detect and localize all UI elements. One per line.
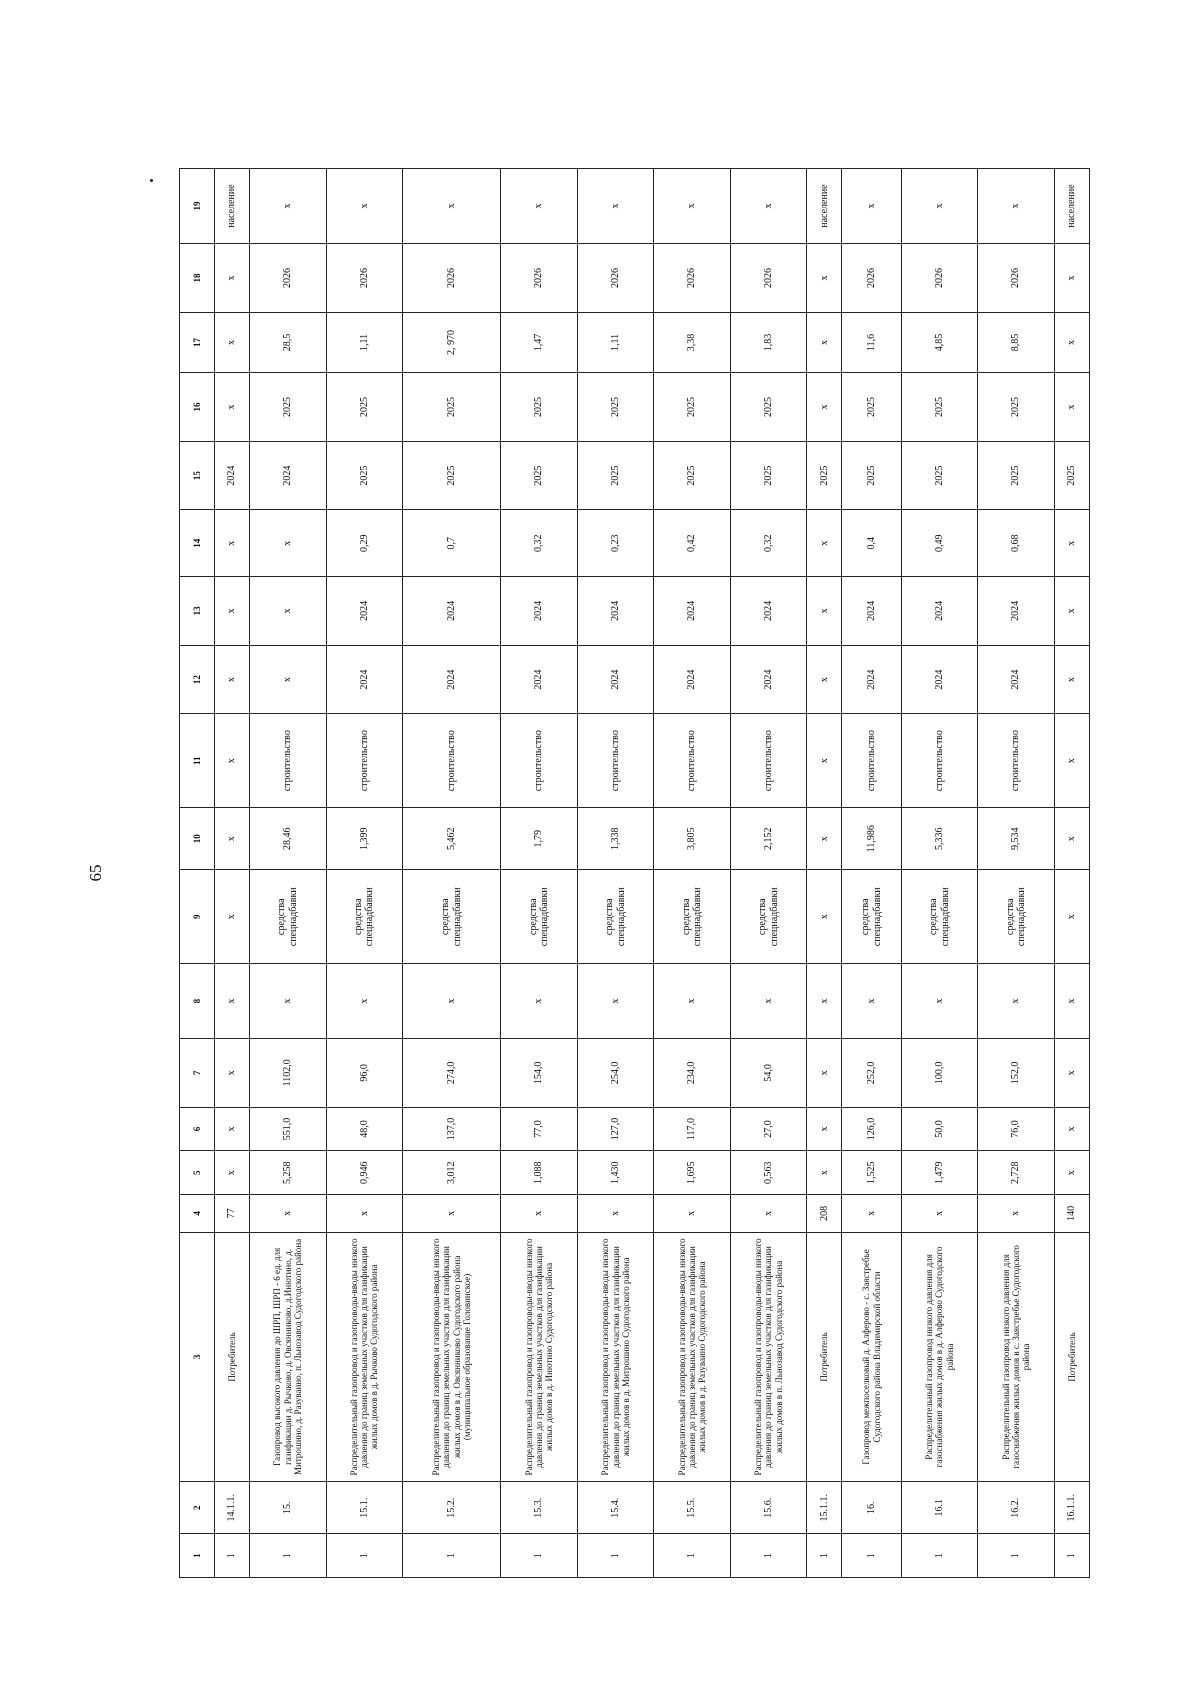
table-cell: 15.1.1. — [807, 1482, 842, 1534]
column-header: 16 — [180, 373, 215, 442]
table-cell: 3,805 — [654, 808, 730, 870]
table-cell: x — [215, 1107, 250, 1151]
table-cell: 0,29 — [326, 510, 402, 577]
column-header: 5 — [180, 1151, 215, 1195]
table-cell: 27,0 — [730, 1107, 806, 1151]
table-row — [807, 169, 842, 1578]
table-cell: x — [215, 373, 250, 442]
table-cell: 1 — [842, 1534, 901, 1578]
table-cell: 1 — [326, 1534, 402, 1578]
table-cell: 16.2. — [978, 1482, 1054, 1534]
table-cell: 2025 — [730, 441, 806, 510]
table-cell: x — [807, 1039, 842, 1108]
table-cell: строительство — [978, 714, 1054, 808]
table-cell: x — [215, 645, 250, 714]
table-cell: x — [1054, 870, 1089, 964]
column-header: 2 — [180, 1482, 215, 1534]
gasification-table — [179, 168, 1090, 1578]
page-number: 65 — [86, 864, 105, 882]
column-header: 4 — [180, 1195, 215, 1232]
column-header: 8 — [180, 964, 215, 1039]
table-cell: x — [1054, 1039, 1089, 1108]
column-header: 14 — [180, 510, 215, 577]
table-cell: 2025 — [654, 441, 730, 510]
table-cell: x — [215, 510, 250, 577]
table-cell: 1,11 — [326, 312, 402, 372]
table-cell: x — [403, 964, 501, 1039]
table-cell: 152,0 — [978, 1039, 1054, 1108]
table-cell: x — [215, 964, 250, 1039]
table-cell: 5,462 — [403, 808, 501, 870]
table-cell: 1,338 — [577, 808, 653, 870]
table-cell-description: Распределительный газопровод и газопроводы-вводы низкого давления до границ земельных участков для газификации жилых домов в д. Инютино Судогодского района — [501, 1232, 577, 1482]
table-cell: 137,0 — [403, 1107, 501, 1151]
table-cell: 2025 — [730, 373, 806, 442]
table-cell: средства спецнадбавки — [842, 870, 901, 964]
table-cell: x — [901, 169, 977, 244]
table-container — [179, 168, 1090, 1578]
table-cell: x — [1054, 244, 1089, 313]
table-cell: строительство — [250, 714, 326, 808]
table-cell: x — [730, 964, 806, 1039]
table-cell: 2025 — [501, 441, 577, 510]
table-cell: 2024 — [326, 645, 402, 714]
table-cell: x — [577, 1195, 653, 1232]
table-cell: средства спецнадбавки — [326, 870, 402, 964]
table-cell: 0,4 — [842, 510, 901, 577]
table-cell: x — [807, 312, 842, 372]
table-cell: 14.1.1. — [215, 1482, 250, 1534]
table-cell-description: Распределительный газопровод низкого давления для газоснабжения жилых домов в с. Заястребье Судогодского района — [978, 1232, 1054, 1482]
table-row — [901, 169, 977, 1578]
table-cell: 96,0 — [326, 1039, 402, 1108]
table-cell: x — [326, 964, 402, 1039]
table-cell: 15.1. — [326, 1482, 402, 1534]
table-cell: 2024 — [978, 645, 1054, 714]
table-cell: 15.5. — [654, 1482, 730, 1534]
table-cell: x — [326, 1195, 402, 1232]
table-cell: 28,46 — [250, 808, 326, 870]
table-cell: x — [215, 244, 250, 313]
table-cell: x — [1054, 714, 1089, 808]
table-cell: 252,0 — [842, 1039, 901, 1108]
table-cell: 15. — [250, 1482, 326, 1534]
column-header: 18 — [180, 244, 215, 313]
table-cell: 2,728 — [978, 1151, 1054, 1195]
table-cell: x — [501, 1195, 577, 1232]
column-header: 1 — [180, 1534, 215, 1578]
column-header: 19 — [180, 169, 215, 244]
table-cell: 1,088 — [501, 1151, 577, 1195]
table-cell: x — [1054, 312, 1089, 372]
table-cell-description: Газопровод межпоселковый д. Алферово - с. Заястребье Судогодского района Владимирской области — [842, 1232, 901, 1482]
table-cell: x — [215, 1039, 250, 1108]
table-cell: x — [901, 1195, 977, 1232]
table-cell: 77 — [215, 1195, 250, 1232]
table-cell: 0,49 — [901, 510, 977, 577]
table-cell: 1102,0 — [250, 1039, 326, 1108]
table-cell: 2025 — [501, 373, 577, 442]
table-row — [730, 169, 806, 1578]
table-cell: 2024 — [842, 577, 901, 646]
table-cell: средства спецнадбавки — [577, 870, 653, 964]
table-cell: строительство — [654, 714, 730, 808]
table-cell: 1 — [501, 1534, 577, 1578]
table-cell: 2025 — [326, 441, 402, 510]
table-cell: x — [654, 169, 730, 244]
table-cell: x — [901, 964, 977, 1039]
table-cell: 11,986 — [842, 808, 901, 870]
table-cell: x — [577, 169, 653, 244]
table-cell: 0,32 — [730, 510, 806, 577]
table-cell: 1 — [577, 1534, 653, 1578]
table-cell: 2025 — [326, 373, 402, 442]
table-body — [215, 169, 1090, 1578]
table-cell: 16. — [842, 1482, 901, 1534]
table-cell: 5,336 — [901, 808, 977, 870]
table-cell: 1,11 — [577, 312, 653, 372]
table-cell: x — [842, 1195, 901, 1232]
table-cell: население — [807, 169, 842, 244]
table-cell-description: Распределительный газопровод и газопроводы-вводы низкого давления до границ земельных участков для газификации жилых домов в д. Митрошино Судогодского района — [577, 1232, 653, 1482]
table-cell: x — [250, 964, 326, 1039]
table-cell: 2025 — [901, 373, 977, 442]
table-cell: x — [501, 964, 577, 1039]
table-cell: 2024 — [654, 577, 730, 646]
table-cell: население — [215, 169, 250, 244]
table-row — [577, 169, 653, 1578]
table-cell: 1 — [215, 1534, 250, 1578]
table-cell: население — [1054, 169, 1089, 244]
table-row — [978, 169, 1054, 1578]
table-cell: 2024 — [577, 645, 653, 714]
table-cell: 2025 — [901, 441, 977, 510]
table-cell-description: Распределительный газопровод низкого давления для газоснабжения жилых домов в д. Алферово Судогодского района — [901, 1232, 977, 1482]
table-cell: x — [1054, 645, 1089, 714]
table-cell: x — [807, 577, 842, 646]
table-cell: x — [1054, 808, 1089, 870]
table-cell-description: Распределительный газопровод и газопроводы-вводы низкого давления до границ земельных участков для газификации жилых домов в д. Разуваино Судогодского района — [654, 1232, 730, 1482]
table-cell: 551,0 — [250, 1107, 326, 1151]
table-cell: 76,0 — [978, 1107, 1054, 1151]
table-cell: 2025 — [577, 441, 653, 510]
table-cell: x — [807, 870, 842, 964]
table-cell: строительство — [501, 714, 577, 808]
table-cell: 5,258 — [250, 1151, 326, 1195]
table-cell: 2026 — [654, 244, 730, 313]
table-cell: 1,479 — [901, 1151, 977, 1195]
table-cell-description: Распределительный газопровод и газопроводы-вводы низкого давления до границ земельных участков для газификации жилых домов в д. Рычково Судогодского района — [326, 1232, 402, 1482]
table-cell: 1,430 — [577, 1151, 653, 1195]
table-cell: 2026 — [730, 244, 806, 313]
table-cell: 28,5 — [250, 312, 326, 372]
table-cell: 2024 — [842, 645, 901, 714]
table-cell: 50,0 — [901, 1107, 977, 1151]
table-cell: 154,0 — [501, 1039, 577, 1108]
column-header: 13 — [180, 577, 215, 646]
table-cell: 3,012 — [403, 1151, 501, 1195]
table-cell: 2026 — [501, 244, 577, 313]
table-cell: 2025 — [842, 441, 901, 510]
table-cell: x — [577, 964, 653, 1039]
table-cell: 2025 — [978, 441, 1054, 510]
table-cell: 2025 — [807, 441, 842, 510]
table-cell: средства спецнадбавки — [901, 870, 977, 964]
table-cell: 2024 — [403, 577, 501, 646]
table-cell: 0,42 — [654, 510, 730, 577]
table-cell: x — [250, 510, 326, 577]
scan-speck — [150, 179, 153, 182]
table-cell: 140 — [1054, 1195, 1089, 1232]
table-cell: 2024 — [250, 441, 326, 510]
table-cell: x — [807, 373, 842, 442]
table-cell: 2025 — [1054, 441, 1089, 510]
table-cell: 15.2. — [403, 1482, 501, 1534]
table-cell: 0,68 — [978, 510, 1054, 577]
table-cell: 2024 — [978, 577, 1054, 646]
table-cell: 2024 — [901, 645, 977, 714]
table-cell: x — [807, 244, 842, 313]
table-cell: 1,83 — [730, 312, 806, 372]
table-cell: 1,399 — [326, 808, 402, 870]
table-cell-description: Распределительный газопровод и газопроводы-вводы низкого давления до границ земельных участков для газификации жилых домов в п. Льнозавод Судогодского района — [730, 1232, 806, 1482]
table-cell: x — [807, 808, 842, 870]
table-cell: 1 — [403, 1534, 501, 1578]
table-cell: x — [215, 1151, 250, 1195]
table-cell: x — [250, 169, 326, 244]
table-cell-description: Потребитель — [807, 1232, 842, 1482]
table-cell: 254,0 — [577, 1039, 653, 1108]
table-cell: x — [730, 1195, 806, 1232]
table-cell: 0,23 — [577, 510, 653, 577]
table-cell: x — [501, 169, 577, 244]
table-cell-description: Потребитель — [1054, 1232, 1089, 1482]
table-cell: x — [978, 1195, 1054, 1232]
table-row — [654, 169, 730, 1578]
table-cell: x — [215, 312, 250, 372]
table-cell: x — [250, 645, 326, 714]
table-cell: 0,7 — [403, 510, 501, 577]
table-cell: 2025 — [978, 373, 1054, 442]
column-header: 9 — [180, 870, 215, 964]
table-cell: 4,85 — [901, 312, 977, 372]
table-cell: 15.3. — [501, 1482, 577, 1534]
table-cell: строительство — [901, 714, 977, 808]
table-cell: строительство — [842, 714, 901, 808]
table-cell: x — [807, 1107, 842, 1151]
rotated-table-frame — [179, 168, 1090, 1578]
table-row — [501, 169, 577, 1578]
table-cell: строительство — [326, 714, 402, 808]
table-cell: средства спецнадбавки — [250, 870, 326, 964]
table-cell: 54,0 — [730, 1039, 806, 1108]
table-cell: 2024 — [501, 645, 577, 714]
table-cell: 9,534 — [978, 808, 1054, 870]
table-row — [842, 169, 901, 1578]
table-cell: 2024 — [501, 577, 577, 646]
table-cell: 234,0 — [654, 1039, 730, 1108]
table-cell: 1 — [978, 1534, 1054, 1578]
table-cell: 2026 — [403, 244, 501, 313]
table-cell: 126,0 — [842, 1107, 901, 1151]
column-header: 11 — [180, 714, 215, 808]
table-cell: 1,79 — [501, 808, 577, 870]
table-cell: 77,0 — [501, 1107, 577, 1151]
table-cell: x — [807, 1151, 842, 1195]
table-cell: x — [1054, 964, 1089, 1039]
table-cell: x — [842, 169, 901, 244]
table-cell: x — [807, 964, 842, 1039]
table-cell: 2024 — [654, 645, 730, 714]
column-header: 17 — [180, 312, 215, 372]
table-cell: 2026 — [577, 244, 653, 313]
table-cell: 1 — [807, 1534, 842, 1578]
column-header: 15 — [180, 441, 215, 510]
table-cell: 2025 — [842, 373, 901, 442]
table-cell: 100,0 — [901, 1039, 977, 1108]
table-cell: x — [250, 1195, 326, 1232]
table-cell: строительство — [730, 714, 806, 808]
table-cell: x — [1054, 510, 1089, 577]
table-cell: средства спецнадбавки — [501, 870, 577, 964]
table-cell: 2026 — [901, 244, 977, 313]
table-cell: 0,946 — [326, 1151, 402, 1195]
table-cell: x — [842, 964, 901, 1039]
table-cell: 1,695 — [654, 1151, 730, 1195]
table-cell: x — [215, 808, 250, 870]
table-cell: x — [807, 645, 842, 714]
table-cell: x — [730, 169, 806, 244]
table-cell: 1 — [1054, 1534, 1089, 1578]
table-row — [1054, 169, 1089, 1578]
table-cell: x — [807, 510, 842, 577]
column-header: 10 — [180, 808, 215, 870]
table-cell: 127,0 — [577, 1107, 653, 1151]
table-cell: 2024 — [326, 577, 402, 646]
table-cell: 8,85 — [978, 312, 1054, 372]
table-cell: 1 — [730, 1534, 806, 1578]
table-cell: x — [807, 714, 842, 808]
table-cell: x — [978, 964, 1054, 1039]
table-cell: x — [1054, 577, 1089, 646]
table-cell: x — [250, 577, 326, 646]
table-cell-description: Распределительный газопровод и газопроводы-вводы низкого давления до границ земельных участков для газификации жилых домов в д. Овсянниково Судогодского района (муниципальное образование Головинское) — [403, 1232, 501, 1482]
table-cell: 1 — [250, 1534, 326, 1578]
column-header: 3 — [180, 1232, 215, 1482]
table-cell: 48,0 — [326, 1107, 402, 1151]
table-cell: 2025 — [654, 373, 730, 442]
table-cell: 15.6. — [730, 1482, 806, 1534]
table-cell: средства спецнадбавки — [978, 870, 1054, 964]
table-cell: строительство — [403, 714, 501, 808]
table-cell: x — [403, 1195, 501, 1232]
table-row — [403, 169, 501, 1578]
table-cell: 2024 — [215, 441, 250, 510]
table-cell: x — [1054, 373, 1089, 442]
table-cell: 1 — [654, 1534, 730, 1578]
table-cell: 2025 — [250, 373, 326, 442]
table-cell: 2025 — [403, 373, 501, 442]
table-cell: 1 — [901, 1534, 977, 1578]
table-cell-description: Газопровод высокого давления до ШРП, ШРП - 6 ед. для газификации д. Рычково, д. Овсянниково, д.Инютино, д. Митрошино, д. Разуваино, п. Льнозавод Судогодского района — [250, 1232, 326, 1482]
table-cell: 2026 — [978, 244, 1054, 313]
table-cell: x — [978, 169, 1054, 244]
table-cell: x — [654, 1195, 730, 1232]
table-cell: средства спецнадбавки — [654, 870, 730, 964]
table-row — [215, 169, 250, 1578]
table-cell: 1,47 — [501, 312, 577, 372]
table-cell: 2,152 — [730, 808, 806, 870]
table-cell: строительство — [577, 714, 653, 808]
column-header: 6 — [180, 1107, 215, 1151]
table-cell: 2024 — [403, 645, 501, 714]
table-cell: 16.1 — [901, 1482, 977, 1534]
table-cell: 2026 — [250, 244, 326, 313]
table-cell: 2024 — [901, 577, 977, 646]
table-cell: 274,0 — [403, 1039, 501, 1108]
table-cell: x — [215, 577, 250, 646]
table-cell: 3,38 — [654, 312, 730, 372]
table-cell: 15.4. — [577, 1482, 653, 1534]
table-cell: 2024 — [577, 577, 653, 646]
table-cell: 1,525 — [842, 1151, 901, 1195]
column-header: 12 — [180, 645, 215, 714]
table-cell: 0,32 — [501, 510, 577, 577]
table-cell: 0,563 — [730, 1151, 806, 1195]
table-cell: 208 — [807, 1195, 842, 1232]
table-cell: x — [1054, 1151, 1089, 1195]
table-row — [250, 169, 326, 1578]
table-cell: средства спецнадбавки — [403, 870, 501, 964]
table-cell: 16.1.1. — [1054, 1482, 1089, 1534]
table-cell: x — [403, 169, 501, 244]
table-header-row — [180, 169, 215, 1578]
table-cell-description: Потребитель — [215, 1232, 250, 1482]
table-cell: средства спецнадбавки — [730, 870, 806, 964]
table-cell: 2, 970 — [403, 312, 501, 372]
table-cell: x — [1054, 1107, 1089, 1151]
table-cell: 117,0 — [654, 1107, 730, 1151]
table-cell: 2025 — [403, 441, 501, 510]
table-cell: 2025 — [577, 373, 653, 442]
table-cell: 11,6 — [842, 312, 901, 372]
table-row — [326, 169, 402, 1578]
table-cell: 2026 — [326, 244, 402, 313]
table-cell: x — [326, 169, 402, 244]
table-cell: x — [654, 964, 730, 1039]
table-cell: 2024 — [730, 645, 806, 714]
column-header: 7 — [180, 1039, 215, 1108]
table-cell: 2024 — [730, 577, 806, 646]
table-cell: 2026 — [842, 244, 901, 313]
table-cell: x — [215, 714, 250, 808]
table-cell: x — [215, 870, 250, 964]
